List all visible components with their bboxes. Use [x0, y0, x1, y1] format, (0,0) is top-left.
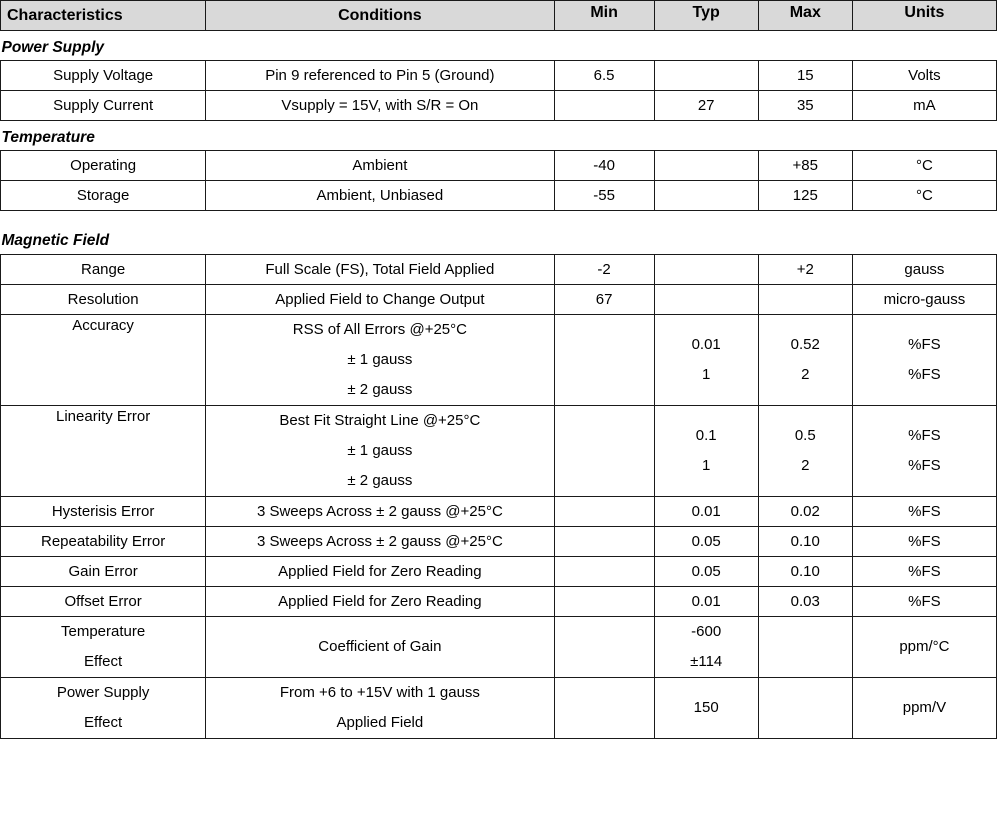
row-conditions: Pin 9 referenced to Pin 5 (Ground) [206, 61, 554, 91]
row-conditions: Applied Field for Zero Reading [206, 557, 554, 587]
row-conditions: 3 Sweeps Across ± 2 gauss @+25°C [206, 497, 554, 527]
row-max: 0.10 [758, 527, 852, 557]
row-min [554, 617, 654, 678]
conditions-line: Best Fit Straight Line @+25°C [279, 412, 481, 429]
row-units: %FS [852, 497, 996, 527]
header-conditions: Conditions [206, 1, 554, 31]
table-row [1, 557, 997, 587]
row-min: 67 [554, 285, 654, 315]
typ-line: -600 [691, 623, 722, 640]
row-max [758, 406, 852, 497]
table-row [1, 285, 997, 315]
row-min [554, 406, 654, 497]
row-min [554, 527, 654, 557]
characteristic-line: Effect [84, 714, 123, 731]
row-characteristic: Gain Error [1, 557, 206, 587]
row-conditions: 3 Sweeps Across ± 2 gauss @+25°C [206, 527, 554, 557]
row-characteristic: Hysterisis Error [1, 497, 206, 527]
row-typ: 27 [654, 91, 758, 121]
row-min: -55 [554, 181, 654, 211]
typ-line: 0.1 [695, 427, 717, 444]
conditions-line: From +6 to +15V with 1 gauss [279, 684, 480, 701]
header-min: Min [554, 1, 654, 31]
table-row [1, 617, 997, 678]
row-characteristic: Range [1, 255, 206, 285]
row-units: micro-gauss [852, 285, 996, 315]
table-row [1, 497, 997, 527]
row-characteristic: Linearity Error [1, 406, 206, 497]
header-row [1, 1, 997, 31]
max-line: 2 [801, 457, 810, 474]
row-max: 35 [758, 91, 852, 121]
row-min [554, 678, 654, 739]
table-body [1, 31, 997, 739]
units-line: %FS [908, 427, 941, 444]
typ-line: 1 [702, 366, 711, 383]
conditions-line: ± 2 gauss [347, 381, 413, 398]
row-conditions: Vsupply = 15V, with S/R = On [206, 91, 554, 121]
row-units: mA [852, 91, 996, 121]
row-units: gauss [852, 255, 996, 285]
row-min [554, 315, 654, 406]
row-conditions: Full Scale (FS), Total Field Applied [206, 255, 554, 285]
row-units: Volts [852, 61, 996, 91]
row-min [554, 587, 654, 617]
row-characteristic: Supply Current [1, 91, 206, 121]
table-row [1, 587, 997, 617]
row-characteristic: Repeatability Error [1, 527, 206, 557]
header-characteristics: Characteristics [1, 1, 206, 31]
row-typ [654, 61, 758, 91]
row-conditions [206, 617, 554, 678]
row-typ: 0.01 [654, 497, 758, 527]
row-units: °C [852, 151, 996, 181]
row-units [852, 315, 996, 406]
row-typ: 0.05 [654, 527, 758, 557]
table-row [1, 315, 997, 406]
section-title: Power Supply [1, 38, 104, 56]
section-title: Temperature [1, 128, 95, 146]
row-max: 15 [758, 61, 852, 91]
typ-line: ±114 [690, 653, 723, 670]
units-line: %FS [908, 366, 941, 383]
units-line: %FS [908, 457, 941, 474]
row-conditions [206, 315, 554, 406]
header-typ: Typ [654, 1, 758, 31]
row-typ [654, 617, 758, 678]
row-characteristic [1, 617, 206, 678]
conditions-line: ± 1 gauss [347, 351, 413, 368]
row-units [852, 617, 996, 678]
typ-line: 0.01 [691, 336, 721, 353]
row-characteristic: Accuracy [1, 315, 206, 406]
row-conditions: Applied Field to Change Output [206, 285, 554, 315]
section-heading-magnetic-field [1, 225, 997, 255]
row-units: %FS [852, 557, 996, 587]
typ-line: 150 [693, 699, 719, 716]
conditions-line: Coefficient of Gain [318, 638, 442, 655]
row-conditions: Ambient, Unbiased [206, 181, 554, 211]
row-units [852, 406, 996, 497]
row-min [554, 557, 654, 587]
max-line: 0.5 [794, 427, 816, 444]
row-units [852, 678, 996, 739]
row-max [758, 678, 852, 739]
row-typ [654, 181, 758, 211]
units-line: %FS [908, 336, 941, 353]
table-row [1, 61, 997, 91]
row-max: +85 [758, 151, 852, 181]
units-line: ppm/°C [899, 638, 950, 655]
section-title: Magnetic Field [1, 232, 110, 250]
table-row [1, 255, 997, 285]
characteristic-line: Effect [84, 653, 123, 670]
table-row [1, 181, 997, 211]
row-units: %FS [852, 587, 996, 617]
row-max: 0.02 [758, 497, 852, 527]
row-conditions: Applied Field for Zero Reading [206, 587, 554, 617]
row-characteristic: Storage [1, 181, 206, 211]
row-max: 125 [758, 181, 852, 211]
row-typ [654, 315, 758, 406]
row-typ [654, 255, 758, 285]
row-typ: 0.05 [654, 557, 758, 587]
conditions-line: RSS of All Errors @+25°C [292, 321, 467, 338]
row-conditions: Ambient [206, 151, 554, 181]
row-typ [654, 151, 758, 181]
row-max: +2 [758, 255, 852, 285]
row-typ [654, 406, 758, 497]
row-characteristic: Supply Voltage [1, 61, 206, 91]
table-row [1, 151, 997, 181]
row-conditions [206, 678, 554, 739]
conditions-line: Applied Field [336, 714, 424, 731]
row-conditions [206, 406, 554, 497]
row-max [758, 315, 852, 406]
row-characteristic: Offset Error [1, 587, 206, 617]
table-row [1, 406, 997, 497]
row-min: -40 [554, 151, 654, 181]
row-typ [654, 285, 758, 315]
section-spacer [1, 211, 997, 225]
row-max: 0.10 [758, 557, 852, 587]
section-heading-temperature [1, 121, 997, 151]
row-max [758, 285, 852, 315]
header-units: Units [852, 1, 996, 31]
table-row [1, 91, 997, 121]
row-units: °C [852, 181, 996, 211]
table-row [1, 678, 997, 739]
max-line: 0.52 [790, 336, 820, 353]
table-row [1, 527, 997, 557]
row-typ: 0.01 [654, 587, 758, 617]
conditions-line: ± 2 gauss [347, 472, 413, 489]
row-max: 0.03 [758, 587, 852, 617]
units-line: ppm/V [902, 699, 947, 716]
row-max [758, 617, 852, 678]
row-min: -2 [554, 255, 654, 285]
row-min: 6.5 [554, 61, 654, 91]
row-units: %FS [852, 527, 996, 557]
table-header [1, 1, 997, 31]
characteristic-line: Temperature [60, 623, 146, 640]
typ-line: 1 [702, 457, 711, 474]
row-min [554, 91, 654, 121]
row-min [554, 497, 654, 527]
row-typ [654, 678, 758, 739]
header-max: Max [758, 1, 852, 31]
row-characteristic [1, 678, 206, 739]
max-line: 2 [801, 366, 810, 383]
section-heading-power-supply [1, 31, 997, 61]
characteristic-line: Power Supply [56, 684, 150, 701]
row-characteristic: Resolution [1, 285, 206, 315]
conditions-line: ± 1 gauss [347, 442, 413, 459]
row-characteristic: Operating [1, 151, 206, 181]
